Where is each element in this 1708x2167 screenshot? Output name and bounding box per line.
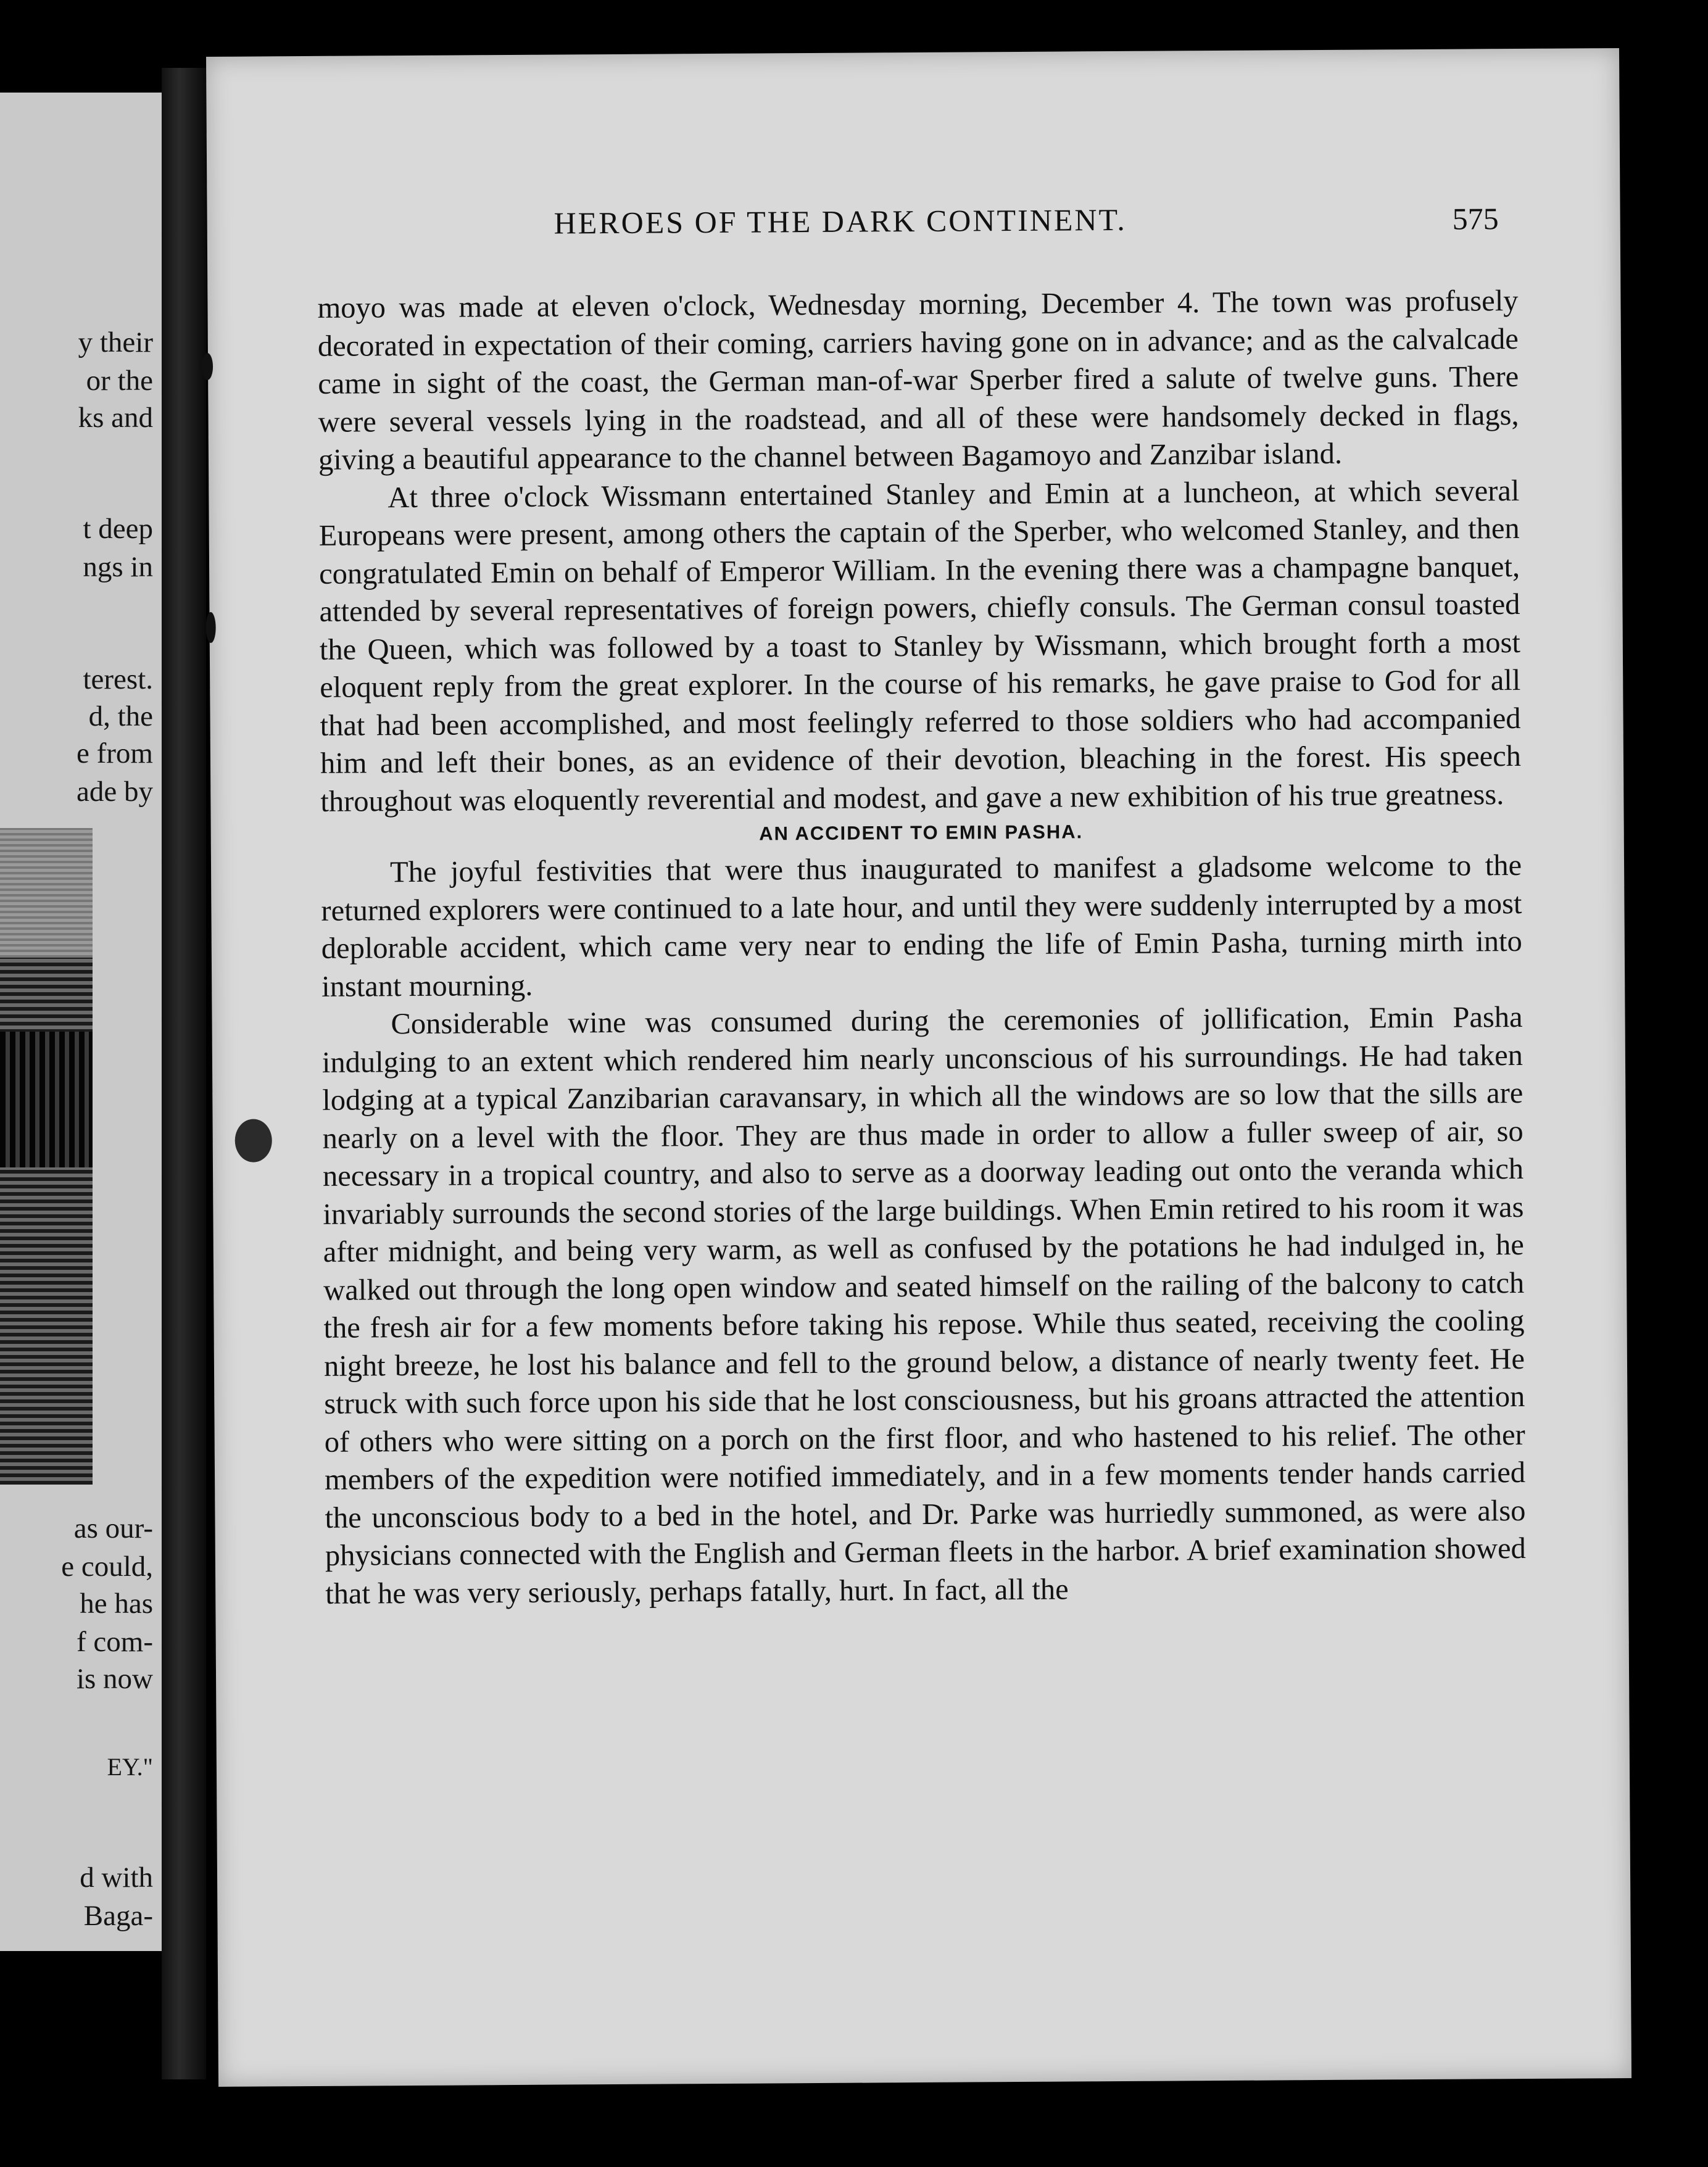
left-page-fragment: ade by [77, 776, 153, 808]
illustration-sky [0, 828, 93, 958]
paragraph: moyo was made at eleven o'clock, Wednesday morning, December 4. The town was profusely decorated in expectation of their coming, carriers having gone on in advance; and as the calvalcade came in sight of the coast, the German man-of-war Sperber fired a salute of twelve guns. There were several vessels lying in the roadstead, and all of these were handsomely decked in flags, giving a beautiful appearance to the channel between Bagamoyo and Zanzibar island. [317, 284, 1519, 476]
left-page-fragment: EY." [107, 1753, 153, 1781]
left-page-fragment: as our- [73, 1512, 153, 1544]
left-page-illustration [0, 828, 93, 1485]
left-page-fragment: terest. [83, 663, 153, 695]
running-head: HEROES OF THE DARK CONTINENT. [553, 202, 1127, 241]
left-facing-page [0, 93, 162, 1951]
left-page-fragment: f com- [77, 1626, 153, 1658]
illustration-trees [0, 1032, 93, 1167]
section-heading: AN ACCIDENT TO EMIN PASHA. [759, 821, 1084, 845]
left-page-fragment: or the [86, 365, 153, 397]
left-page-fragment: d with [80, 1862, 153, 1894]
left-page-fragment: e could, [61, 1551, 153, 1583]
left-page-fragment: ks and [78, 402, 153, 434]
book-page [206, 48, 1631, 2087]
book-binding [162, 68, 206, 2079]
left-page-fragment: e from [77, 737, 153, 769]
paragraph: The joyful festivities that were thus inaugurated to manifest a gladsome welcome to the returned explorers were continued to a late hour, and until they were suddenly interrupted by a most deplorable accident, which came very near to ending the life of Emin Pasha, turning mirth into instant mourning. [321, 849, 1522, 1003]
ink-blot [205, 612, 215, 643]
left-page-fragment: Baga- [83, 1900, 153, 1932]
left-page-fragment: he has [80, 1588, 153, 1620]
left-page-fragment: d, the [88, 700, 153, 732]
left-page-fragment: ngs in [83, 551, 153, 583]
ink-blot [235, 1119, 272, 1162]
paragraph: Considerable wine was consumed during the ceremonies of jollification, Emin Pasha indulging to an extent which rendered him nearly unconscious of his surroundings. He had taken lodging at a typical Zanzibarian caravansary, in which all the windows are so low that the sills are nearly on a level with the floor. They are thus made in order to allow a fuller sweep of air, so necessary in a tropical country, and also to serve as a doorway leading out onto the veranda which invariably surrounds the second stories of the large buildings. When Emin retired to his room it was after midnight, and being very warm, as well as confused by the potations he had indulged in, he walked out through the long open window and seated himself on the railing of the balcony to catch the fresh air for a few moments before taking his repose. While thus seated, receiving the cooling night breeze, he lost his balance and fell to the ground below, a distance of nearly twenty feet. He struck with such force upon his side that he lost consciousness, but his groans attracted the attention of others who were sitting on a porch on the first floor, and who hastened to his relief. The other members of the expedition were notified immediately, and in a few moments tender hands carried the unconscious body to a bed in the hotel, and Dr. Parke was hurriedly summoned, as were also physicians connected with the English and German fleets in the harbor. A brief examination showed that he was very seriously, perhaps fatally, hurt. In fact, all the [321, 1000, 1526, 1610]
left-page-fragment: y their [78, 326, 153, 358]
ink-blot [202, 353, 213, 380]
paragraph: At three o'clock Wissmann entertained Stanley and Emin at a luncheon, at which several Europeans were present, among others the captain of the Sperber, who welcomed Stanley, and then congratulated Emin on behalf of Emperor William. In the evening there was a champagne banquet, attended by several representatives of foreign powers, chiefly consuls. The German consul toasted the Queen, which was followed by a toast to Stanley by Wissmann, which brought forth a most eloquent reply from the great explorer. In the course of his remarks, he gave praise to God for all that had been accomplished, and most feelingly referred to those soldiers who had accompanied him and left their bones, as an evidence of their devotion, bleaching in the forest. His speech throughout was eloquently reverential and modest, and gave a new exhibition of his true greatness. [318, 474, 1522, 818]
body-text [317, 282, 1526, 1613]
page-number: 575 [1452, 201, 1499, 236]
left-page-fragment: is now [76, 1663, 153, 1695]
left-page-fragment: t deep [83, 513, 153, 545]
